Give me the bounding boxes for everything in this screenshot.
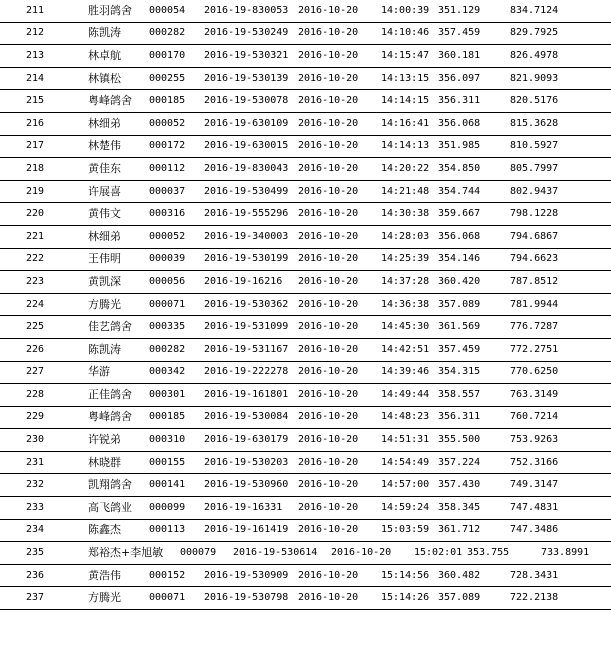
table-row <box>0 587 611 610</box>
table-row <box>0 136 611 159</box>
cell-date: 2016-10-20 <box>298 72 359 84</box>
cell-rank: 213 <box>26 49 45 61</box>
cell-rank: 228 <box>26 388 45 400</box>
cell-speed: 358.345 <box>438 501 481 513</box>
cell-rank: 223 <box>26 275 45 287</box>
cell-rank: 236 <box>26 569 45 581</box>
cell-time: 14:49:44 <box>381 388 430 400</box>
cell-name: 正佳鸽舍 <box>88 387 132 401</box>
cell-value: 763.3149 <box>510 388 559 400</box>
cell-ring: 2016-19-530203 <box>204 456 289 468</box>
cell-name: 方腾光 <box>88 591 121 605</box>
cell-id: 000112 <box>149 162 186 174</box>
cell-id: 000113 <box>149 524 186 536</box>
cell-ring: 2016-19-530199 <box>204 253 289 265</box>
table-row <box>0 45 611 68</box>
cell-time: 14:15:47 <box>381 49 430 61</box>
cell-name: 王伟明 <box>88 252 121 266</box>
cell-id: 000071 <box>149 298 186 310</box>
cell-name: 方腾光 <box>88 297 121 311</box>
cell-value: 810.5927 <box>510 140 559 152</box>
cell-name: 佳艺鸽舍 <box>88 320 132 334</box>
cell-date: 2016-10-20 <box>298 49 359 61</box>
cell-date: 2016-10-20 <box>298 388 359 400</box>
cell-value: 787.8512 <box>510 275 559 287</box>
cell-time: 14:00:39 <box>381 4 430 16</box>
cell-value: 749.3147 <box>510 479 559 491</box>
cell-time: 14:25:39 <box>381 253 430 265</box>
cell-ring: 2016-19-530321 <box>204 49 289 61</box>
cell-time: 14:37:28 <box>381 275 430 287</box>
cell-date: 2016-10-20 <box>298 27 359 39</box>
table-row <box>0 384 611 407</box>
cell-value: 834.7124 <box>510 4 559 16</box>
table-row <box>0 474 611 497</box>
cell-name: 林细弟 <box>88 116 121 130</box>
cell-time: 14:20:22 <box>381 162 430 174</box>
table-row <box>0 226 611 249</box>
cell-time: 14:42:51 <box>381 343 430 355</box>
cell-speed: 353.755 <box>467 547 510 559</box>
cell-value: 747.4831 <box>510 501 559 513</box>
cell-time: 14:10:46 <box>381 27 430 39</box>
cell-ring: 2016-19-530909 <box>204 569 289 581</box>
cell-value: 733.8991 <box>541 547 590 559</box>
cell-value: 770.6250 <box>510 366 559 378</box>
cell-time: 14:14:15 <box>381 95 430 107</box>
cell-value: 728.3431 <box>510 569 559 581</box>
cell-ring: 2016-19-530084 <box>204 411 289 423</box>
cell-time: 14:28:03 <box>381 230 430 242</box>
cell-speed: 355.500 <box>438 434 481 446</box>
cell-time: 14:57:00 <box>381 479 430 491</box>
cell-value: 821.9093 <box>510 72 559 84</box>
cell-rank: 226 <box>26 343 45 355</box>
cell-speed: 351.985 <box>438 140 481 152</box>
cell-rank: 230 <box>26 434 45 446</box>
cell-date: 2016-10-20 <box>298 162 359 174</box>
cell-value: 722.2138 <box>510 592 559 604</box>
cell-date: 2016-10-20 <box>298 434 359 446</box>
cell-id: 000056 <box>149 275 186 287</box>
cell-value: 805.7997 <box>510 162 559 174</box>
cell-ring: 2016-19-630179 <box>204 434 289 446</box>
cell-name: 陈凯涛 <box>88 26 121 40</box>
cell-date: 2016-10-20 <box>298 185 359 197</box>
cell-name: 郑裕杰+李旭敏 <box>88 546 164 560</box>
cell-speed: 359.667 <box>438 208 481 220</box>
table-row <box>0 113 611 136</box>
cell-date: 2016-10-20 <box>298 95 359 107</box>
cell-time: 14:14:13 <box>381 140 430 152</box>
table-row <box>0 520 611 543</box>
cell-date: 2016-10-20 <box>331 547 392 559</box>
cell-time: 15:14:56 <box>381 569 430 581</box>
cell-id: 000079 <box>180 547 217 559</box>
cell-id: 000155 <box>149 456 186 468</box>
cell-value: 747.3486 <box>510 524 559 536</box>
cell-name: 华游 <box>88 365 110 379</box>
cell-rank: 214 <box>26 72 45 84</box>
table-row <box>0 23 611 46</box>
cell-speed: 357.089 <box>438 298 481 310</box>
cell-speed: 357.430 <box>438 479 481 491</box>
cell-time: 14:45:30 <box>381 321 430 333</box>
cell-time: 14:48:23 <box>381 411 430 423</box>
cell-name: 黄浩伟 <box>88 568 121 582</box>
cell-time: 14:13:15 <box>381 72 430 84</box>
table-row <box>0 407 611 430</box>
table-row <box>0 181 611 204</box>
cell-rank: 222 <box>26 253 45 265</box>
cell-value: 752.3166 <box>510 456 559 468</box>
cell-id: 000039 <box>149 253 186 265</box>
cell-id: 000282 <box>149 27 186 39</box>
cell-time: 14:59:24 <box>381 501 430 513</box>
cell-value: 826.4978 <box>510 49 559 61</box>
table-row <box>0 429 611 452</box>
cell-name: 许锐弟 <box>88 433 121 447</box>
table-row <box>0 203 611 226</box>
cell-name: 许展喜 <box>88 184 121 198</box>
cell-rank: 234 <box>26 524 45 536</box>
cell-rank: 216 <box>26 117 45 129</box>
cell-name: 粤峰鸽舍 <box>88 410 132 424</box>
cell-date: 2016-10-20 <box>298 117 359 129</box>
cell-ring: 2016-19-531167 <box>204 343 289 355</box>
table-row <box>0 0 611 23</box>
cell-name: 林细弟 <box>88 229 121 243</box>
cell-name: 林镇松 <box>88 71 121 85</box>
cell-time: 14:36:38 <box>381 298 430 310</box>
cell-date: 2016-10-20 <box>298 140 359 152</box>
cell-speed: 354.315 <box>438 366 481 378</box>
cell-speed: 354.146 <box>438 253 481 265</box>
cell-time: 15:14:26 <box>381 592 430 604</box>
cell-rank: 217 <box>26 140 45 152</box>
cell-speed: 356.311 <box>438 411 481 423</box>
cell-id: 000301 <box>149 388 186 400</box>
cell-ring: 2016-19-161801 <box>204 388 289 400</box>
table-row <box>0 90 611 113</box>
cell-ring: 2016-19-530960 <box>204 479 289 491</box>
cell-value: 794.6867 <box>510 230 559 242</box>
cell-time: 14:16:41 <box>381 117 430 129</box>
cell-time: 14:54:49 <box>381 456 430 468</box>
cell-speed: 351.129 <box>438 4 481 16</box>
cell-date: 2016-10-20 <box>298 253 359 265</box>
cell-date: 2016-10-20 <box>298 343 359 355</box>
cell-date: 2016-10-20 <box>298 321 359 333</box>
table-row <box>0 271 611 294</box>
cell-name: 凯翔鸽舍 <box>88 478 132 492</box>
cell-id: 000152 <box>149 569 186 581</box>
cell-time: 15:02:01 <box>414 547 463 559</box>
cell-ring: 2016-19-630109 <box>204 117 289 129</box>
cell-name: 林卓航 <box>88 48 121 62</box>
cell-date: 2016-10-20 <box>298 298 359 310</box>
cell-rank: 218 <box>26 162 45 174</box>
cell-date: 2016-10-20 <box>298 366 359 378</box>
table-row <box>0 158 611 181</box>
cell-name: 林晓群 <box>88 455 121 469</box>
table-row <box>0 68 611 91</box>
cell-id: 000052 <box>149 230 186 242</box>
cell-time: 15:03:59 <box>381 524 430 536</box>
cell-id: 000342 <box>149 366 186 378</box>
cell-value: 829.7925 <box>510 27 559 39</box>
table-row <box>0 294 611 317</box>
cell-id: 000185 <box>149 95 186 107</box>
cell-ring: 2016-19-530499 <box>204 185 289 197</box>
cell-rank: 237 <box>26 592 45 604</box>
cell-ring: 2016-19-340003 <box>204 230 289 242</box>
cell-id: 000310 <box>149 434 186 446</box>
cell-ring: 2016-19-222278 <box>204 366 289 378</box>
table-row <box>0 316 611 339</box>
cell-date: 2016-10-20 <box>298 592 359 604</box>
cell-value: 798.1228 <box>510 208 559 220</box>
cell-id: 000255 <box>149 72 186 84</box>
cell-rank: 212 <box>26 27 45 39</box>
cell-id: 000071 <box>149 592 186 604</box>
cell-id: 000170 <box>149 49 186 61</box>
table-row <box>0 362 611 385</box>
cell-rank: 233 <box>26 501 45 513</box>
cell-id: 000141 <box>149 479 186 491</box>
cell-name: 胜羽鸽舍 <box>88 3 132 17</box>
cell-name: 粤峰鸽舍 <box>88 94 132 108</box>
cell-speed: 357.224 <box>438 456 481 468</box>
cell-speed: 360.420 <box>438 275 481 287</box>
cell-rank: 215 <box>26 95 45 107</box>
cell-rank: 224 <box>26 298 45 310</box>
cell-time: 14:30:38 <box>381 208 430 220</box>
cell-rank: 235 <box>26 547 45 559</box>
cell-ring: 2016-19-530362 <box>204 298 289 310</box>
cell-id: 000054 <box>149 4 186 16</box>
cell-speed: 360.482 <box>438 569 481 581</box>
cell-date: 2016-10-20 <box>298 411 359 423</box>
cell-rank: 219 <box>26 185 45 197</box>
cell-speed: 358.557 <box>438 388 481 400</box>
cell-id: 000282 <box>149 343 186 355</box>
cell-ring: 2016-19-830043 <box>204 162 289 174</box>
cell-date: 2016-10-20 <box>298 275 359 287</box>
cell-value: 753.9263 <box>510 434 559 446</box>
cell-name: 林楚伟 <box>88 139 121 153</box>
cell-value: 802.9437 <box>510 185 559 197</box>
table-row <box>0 565 611 588</box>
cell-ring: 2016-19-555296 <box>204 208 289 220</box>
cell-id: 000316 <box>149 208 186 220</box>
cell-date: 2016-10-20 <box>298 501 359 513</box>
cell-rank: 231 <box>26 456 45 468</box>
cell-name: 陈鑫杰 <box>88 523 121 537</box>
cell-ring: 2016-19-530249 <box>204 27 289 39</box>
cell-rank: 232 <box>26 479 45 491</box>
cell-value: 815.3628 <box>510 117 559 129</box>
cell-ring: 2016-19-161419 <box>204 524 289 536</box>
cell-id: 000172 <box>149 140 186 152</box>
cell-id: 000099 <box>149 501 186 513</box>
cell-value: 781.9944 <box>510 298 559 310</box>
cell-speed: 357.459 <box>438 343 481 355</box>
cell-speed: 361.569 <box>438 321 481 333</box>
cell-id: 000052 <box>149 117 186 129</box>
cell-name: 黄佳东 <box>88 161 121 175</box>
cell-speed: 356.311 <box>438 95 481 107</box>
cell-speed: 356.068 <box>438 230 481 242</box>
cell-date: 2016-10-20 <box>298 456 359 468</box>
cell-ring: 2016-19-16331 <box>204 501 283 513</box>
cell-rank: 221 <box>26 230 45 242</box>
cell-date: 2016-10-20 <box>298 230 359 242</box>
cell-ring: 2016-19-830053 <box>204 4 289 16</box>
table-row <box>0 339 611 362</box>
cell-time: 14:51:31 <box>381 434 430 446</box>
cell-id: 000185 <box>149 411 186 423</box>
cell-time: 14:21:48 <box>381 185 430 197</box>
table-row <box>0 249 611 272</box>
cell-rank: 225 <box>26 321 45 333</box>
cell-value: 776.7287 <box>510 321 559 333</box>
cell-value: 760.7214 <box>510 411 559 423</box>
cell-value: 794.6623 <box>510 253 559 265</box>
table-row <box>0 452 611 475</box>
cell-name: 黄伟文 <box>88 207 121 221</box>
cell-id: 000037 <box>149 185 186 197</box>
cell-rank: 229 <box>26 411 45 423</box>
cell-date: 2016-10-20 <box>298 524 359 536</box>
cell-value: 820.5176 <box>510 95 559 107</box>
cell-time: 14:39:46 <box>381 366 430 378</box>
cell-speed: 356.097 <box>438 72 481 84</box>
cell-speed: 360.181 <box>438 49 481 61</box>
cell-ring: 2016-19-530078 <box>204 95 289 107</box>
table-row <box>0 542 611 565</box>
cell-speed: 354.744 <box>438 185 481 197</box>
cell-date: 2016-10-20 <box>298 208 359 220</box>
cell-name: 黄凯深 <box>88 274 121 288</box>
table-row <box>0 497 611 520</box>
cell-ring: 2016-19-530139 <box>204 72 289 84</box>
cell-speed: 354.850 <box>438 162 481 174</box>
cell-date: 2016-10-20 <box>298 4 359 16</box>
cell-speed: 361.712 <box>438 524 481 536</box>
cell-ring: 2016-19-531099 <box>204 321 289 333</box>
cell-date: 2016-10-20 <box>298 479 359 491</box>
cell-value: 772.2751 <box>510 343 559 355</box>
cell-date: 2016-10-20 <box>298 569 359 581</box>
cell-ring: 2016-19-16216 <box>204 275 283 287</box>
cell-rank: 211 <box>26 4 45 16</box>
cell-ring: 2016-19-530614 <box>233 547 318 559</box>
cell-ring: 2016-19-530798 <box>204 592 289 604</box>
cell-name: 高飞鸽业 <box>88 500 132 514</box>
cell-speed: 357.089 <box>438 592 481 604</box>
cell-rank: 220 <box>26 208 45 220</box>
cell-speed: 356.068 <box>438 117 481 129</box>
cell-ring: 2016-19-630015 <box>204 140 289 152</box>
cell-name: 陈凯涛 <box>88 342 121 356</box>
cell-speed: 357.459 <box>438 27 481 39</box>
cell-rank: 227 <box>26 366 45 378</box>
cell-id: 000335 <box>149 321 186 333</box>
